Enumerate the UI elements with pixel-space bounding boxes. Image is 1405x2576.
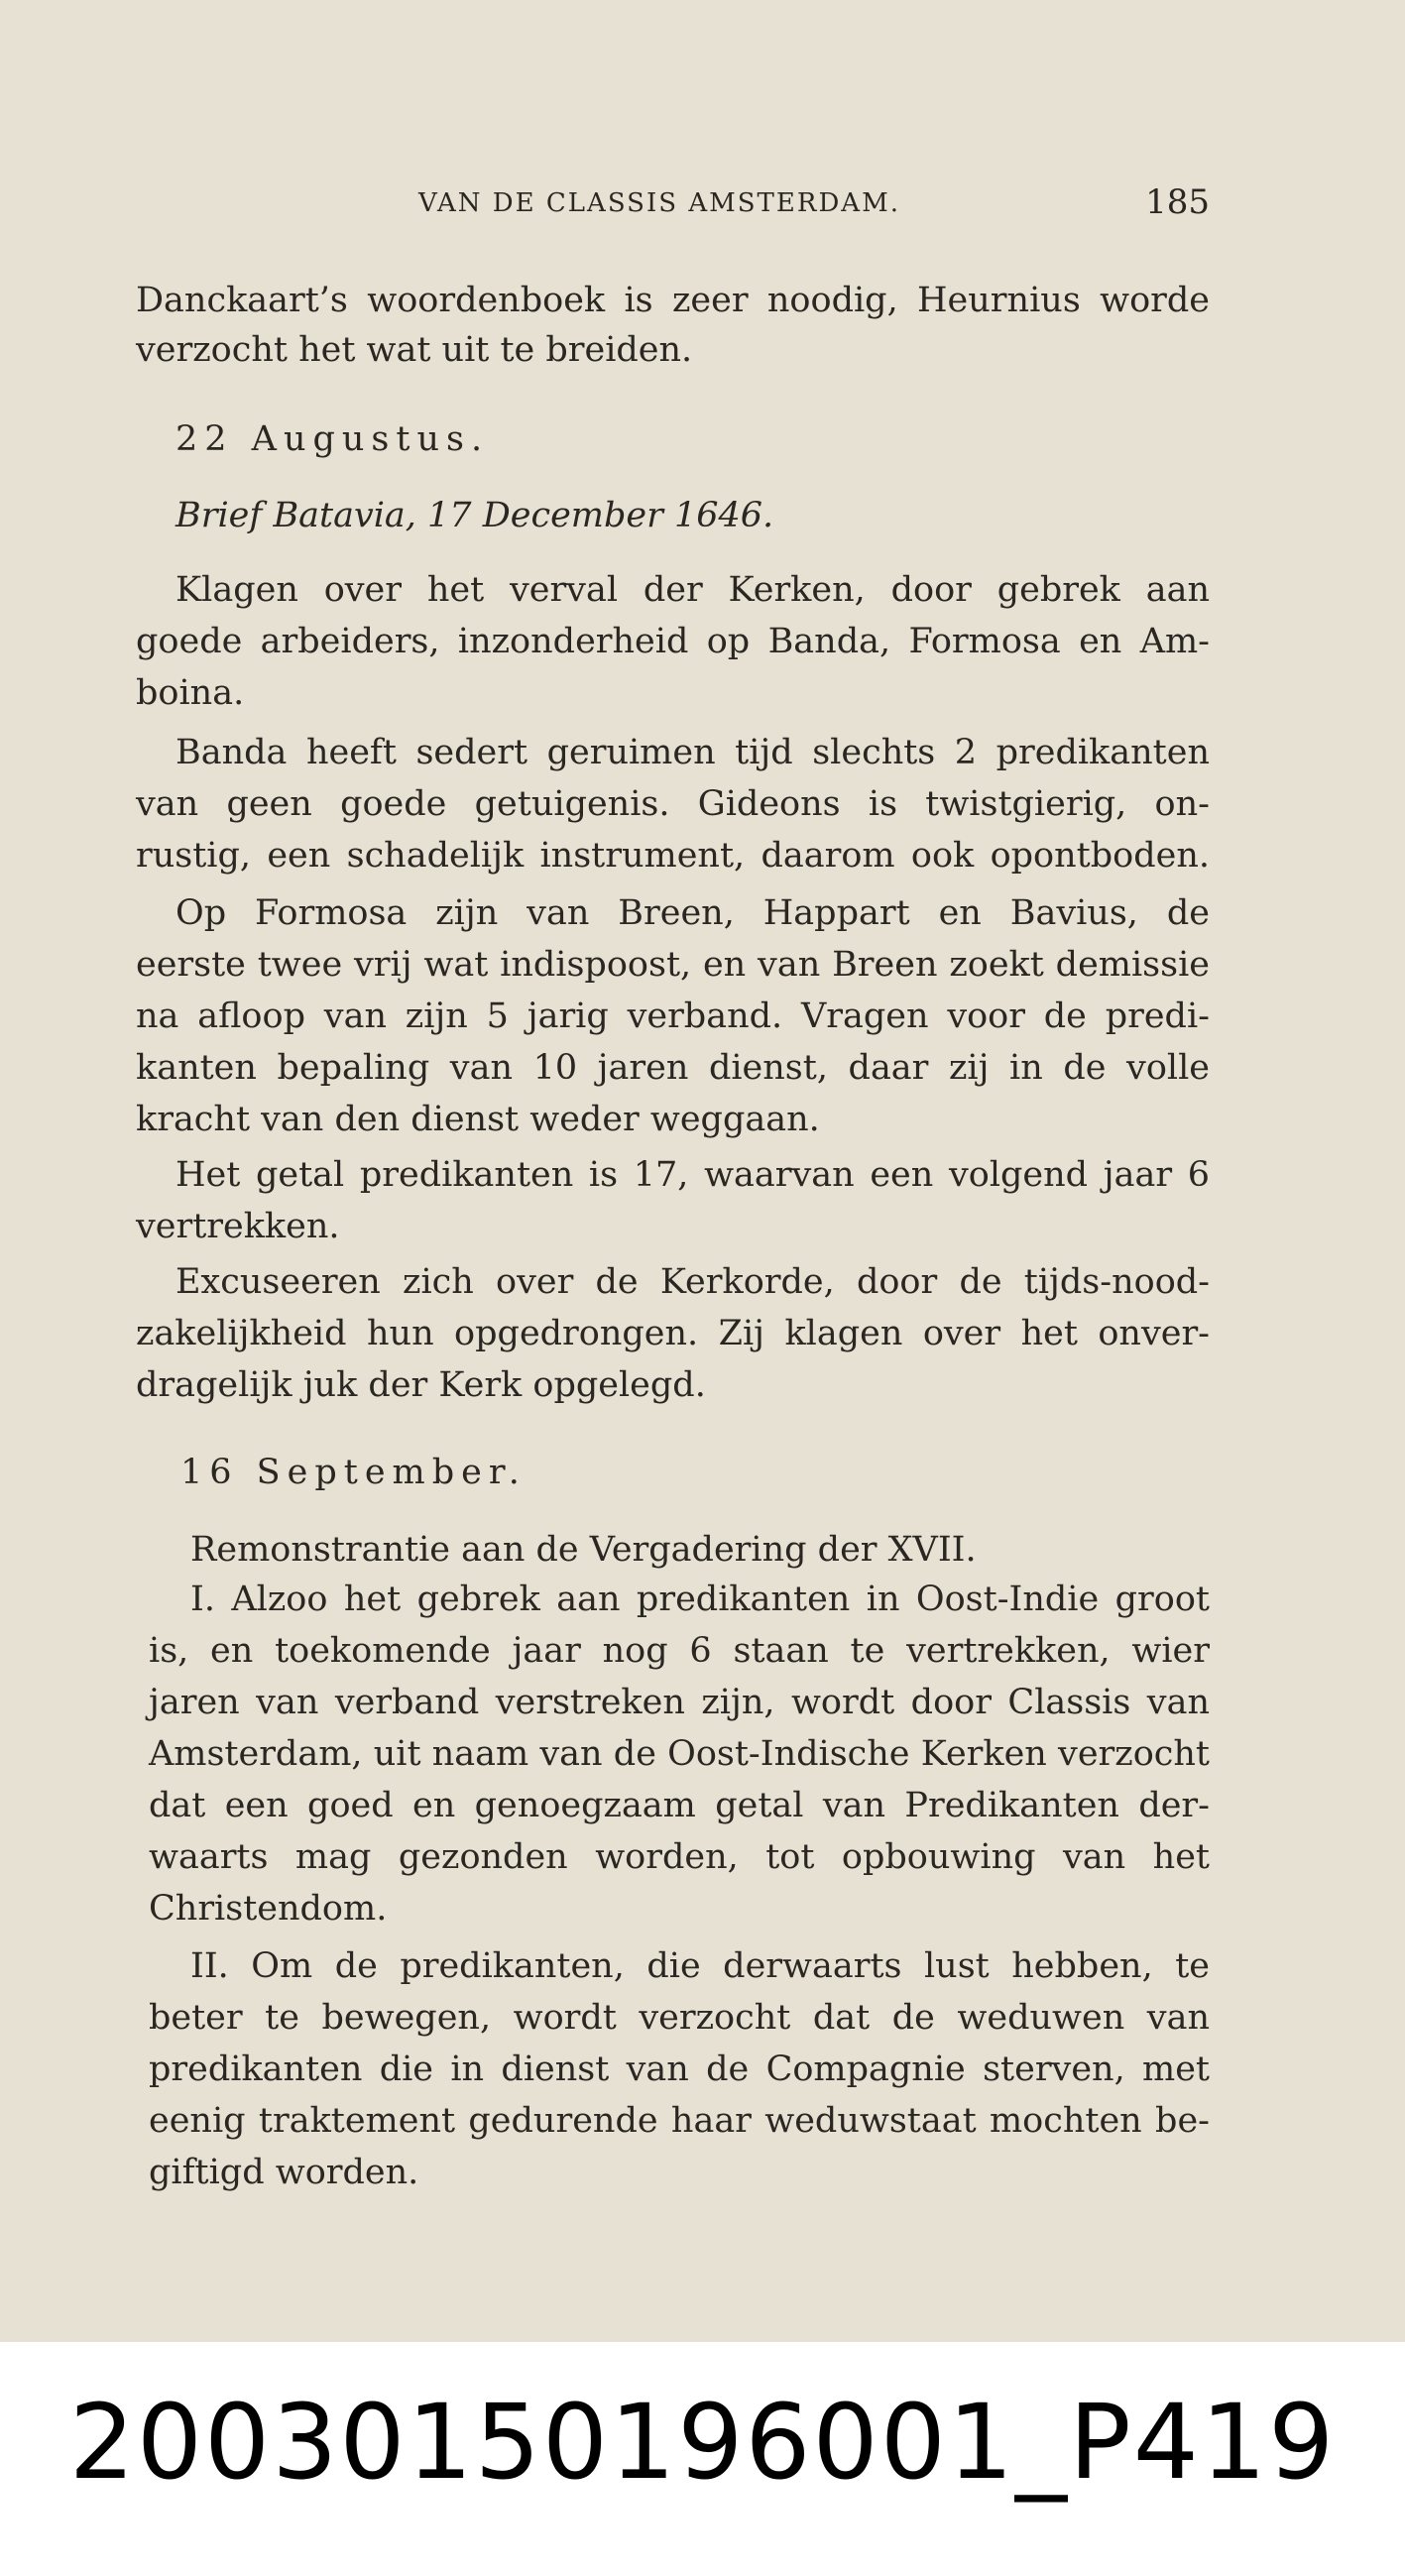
page-identifier: 20030150196001_P419 — [68, 2382, 1337, 2503]
text-line: van geen goede getuigenis. Gideons is twistgierig, on- — [136, 784, 1210, 824]
body-text — [136, 0, 1210, 2342]
text-line: Op Formosa zijn van Breen, Happart en Bavius, de — [176, 893, 1210, 933]
text-line: zakelijkheid hun opgedrongen. Zij klagen over het onver- — [136, 1314, 1210, 1353]
text-line: kracht van den dienst weder weggaan. — [136, 1100, 820, 1139]
text-line: eerste twee vrij wat indispoost, en van Breen zoekt demissie — [136, 945, 1210, 985]
text-line: Amsterdam, uit naam van de Oost-Indische Kerken verzocht — [149, 1734, 1210, 1774]
text-line: boina. — [136, 673, 245, 713]
text-line: Het getal predikanten is 17, waarvan een volgend jaar 6 — [176, 1155, 1210, 1195]
text-line: I. Alzoo het gebrek aan predikanten in Oost-Indie groot — [190, 1580, 1210, 1619]
text-line: eenig traktement gedurende haar weduwstaat mochten be- — [149, 2101, 1210, 2141]
text-line: Danckaart’s woordenboek is zeer noodig, Heurnius worde — [136, 281, 1210, 320]
text-line: Excuseeren zich over de Kerkorde, door de tijds-nood- — [176, 1262, 1210, 1302]
text-line: kanten bepaling van 10 jaren dienst, daar zij in de volle — [136, 1048, 1210, 1088]
page-number: 185 — [1145, 182, 1210, 222]
text-line: jaren van verband verstreken zijn, wordt door Classis van — [149, 1683, 1210, 1722]
text-line: II. Om de predikanten, die derwaarts lust hebben, te — [190, 1946, 1210, 1986]
text-line: beter te bewegen, wordt verzocht dat de weduwen van — [149, 1998, 1210, 2038]
letter-heading: Brief Batavia, 17 December 1646. — [176, 496, 774, 535]
text-line: Klagen over het verval der Kerken, door gebrek aan — [176, 570, 1210, 610]
text-line: goede arbeiders, inzonderheid op Banda, Formosa en Am- — [136, 622, 1210, 661]
text-line: predikanten die in dienst van de Compagnie sterven, met — [149, 2049, 1210, 2089]
text-line: rustig, een schadelijk instrument, daarom ook opontboden. — [136, 836, 1210, 876]
text-line: Banda heeft sedert geruimen tijd slechts 2 predikanten — [176, 733, 1210, 772]
date-heading: 22 Augustus. — [176, 419, 490, 459]
text-line: na afloop van zijn 5 jarig verband. Vragen voor de predi- — [136, 996, 1210, 1036]
text-line: verzocht het wat uit te breiden. — [136, 330, 693, 370]
text-line: vertrekken. — [136, 1207, 340, 1246]
footer-strip — [0, 2342, 1405, 2576]
date-heading: 16 September. — [180, 1453, 527, 1492]
text-line: dat een goed en genoegzaam getal van Predikanten der- — [149, 1786, 1210, 1825]
text-line: dragelijk juk der Kerk opgelegd. — [136, 1365, 706, 1405]
text-line: waarts mag gezonden worden, tot opbouwing van het — [149, 1837, 1210, 1877]
running-head: VAN DE CLASSIS AMSTERDAM. — [418, 188, 900, 218]
text-line: Christendom. — [149, 1889, 388, 1929]
text-line: is, en toekomende jaar nog 6 staan te vertrekken, wier — [149, 1631, 1210, 1671]
text-line: Remonstrantie aan de Vergadering der XVII. — [190, 1530, 977, 1570]
text-line: giftigd worden. — [149, 2153, 419, 2192]
